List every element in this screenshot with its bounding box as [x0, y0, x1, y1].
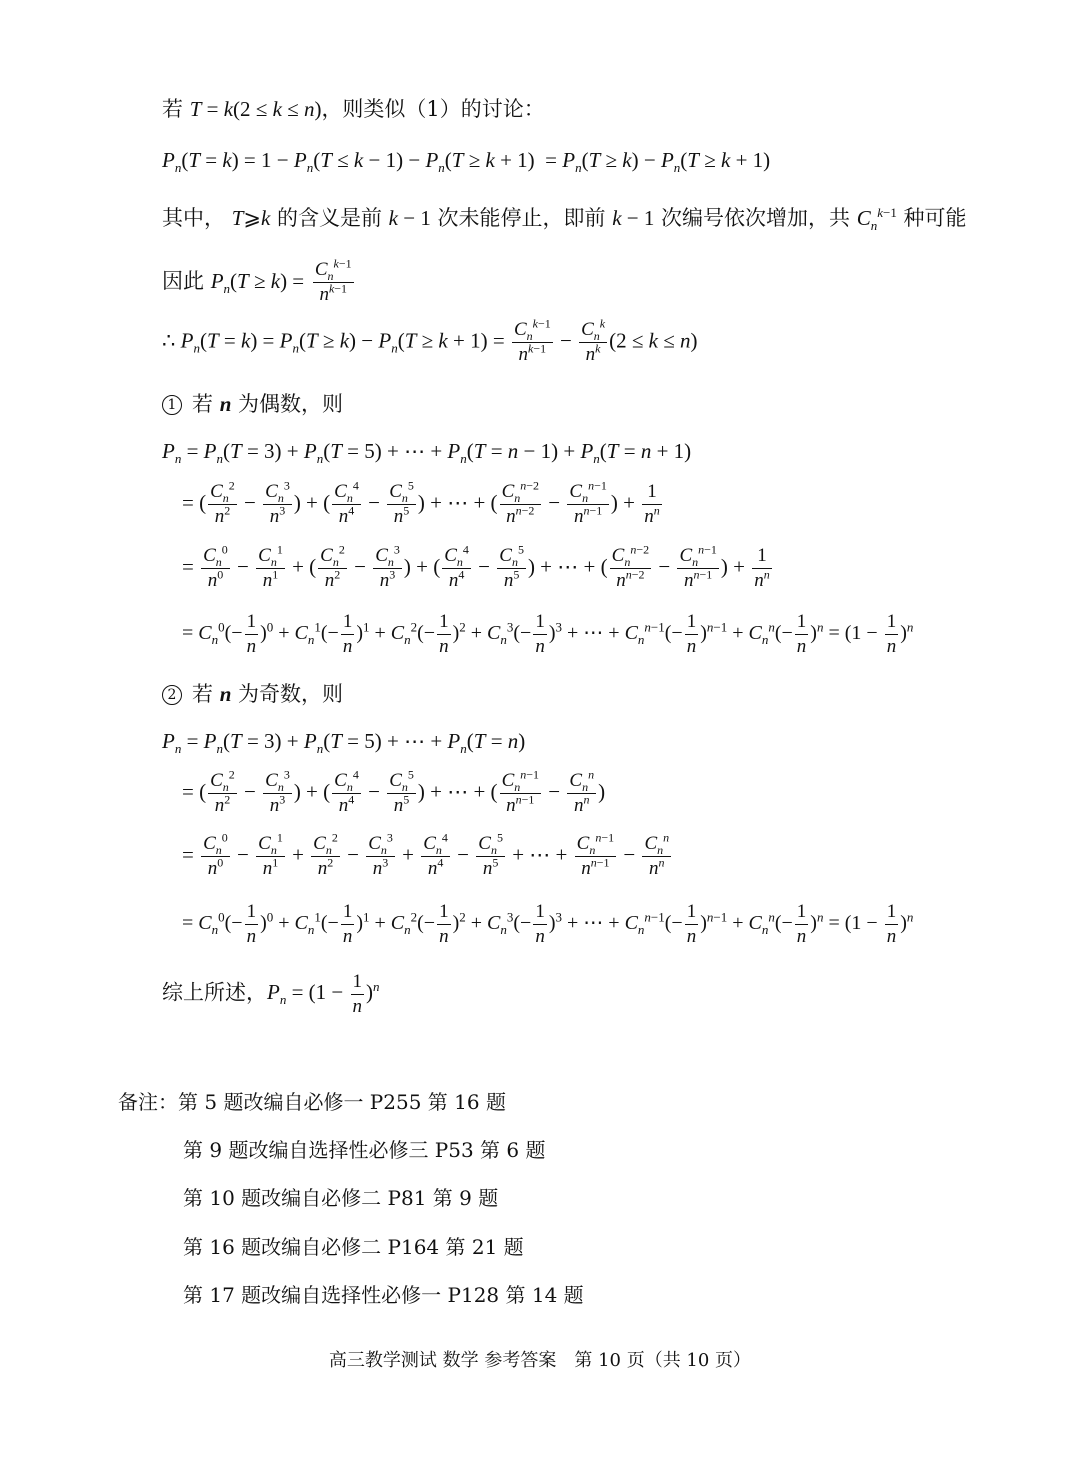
- conclusion-label: 综上所述，: [162, 980, 267, 1005]
- hence-line: 因此 $P_n(T \ge k)$ = $\frac{C_n^{k-1}}{n^{k-1}}$: [162, 256, 352, 305]
- intro-line: 若 T = k(2 ≤ k ≤ n)，则类似（1）的讨论：: [162, 97, 545, 121]
- note-item-1: 第 5 题改编自必修一 P255 第 16 题: [178, 1090, 506, 1114]
- conclusion-line: 综上所述，$P_n = (1$ − $\frac{1}{n}$ )$^n$: [162, 971, 380, 1017]
- note-item-2: 第 9 题改编自选择性必修三 P53 第 6 题: [183, 1138, 546, 1162]
- case1-eq4: = $C_n^0(-$ $\frac{1}{n}$ )$^0 + C_n^1(-$ $\frac{1}{n}$ )$^1 + C_n^2(-$ $\frac{1}{n}$ )$^2 + C_n^3(-$ $\frac{1}{n}$ )$^3$ + ⋯ + $C_n^{n-1}(-$ $\frac{1}{n}$ )$^{n-1} + C_n^n(-$ $\frac{1}{n}$ )$^n$ = (1 − $\frac{1}{n}$ )$^n$: [182, 611, 914, 657]
- case1-header: 1 若 n 为偶数，则: [162, 394, 343, 415]
- therefore-line: ∴ $P_n(T = k) = P_n(T \ge k) - P_n(T \ge k + 1)$ = $\frac{C_n^{k-1}}{n^{k-1}}$ − $\frac{C_n^k}{n^k}$ (2 ≤ k ≤ n): [162, 316, 698, 365]
- meaning-line: 其中， T⩾k 的含义是前 k − 1 次未能停止，即前 k − 1 次编号依次增加，共 $C_n^{k-1}$ 种可能: [162, 205, 967, 234]
- case2-eq1: $P_n = P_n(T = 3) + P_n(T = 5)$ + ⋯ + $P_n(T = n)$: [162, 729, 526, 757]
- case2-header: 2 若 n 为奇数，则: [162, 684, 343, 705]
- notes-label-line: [118, 1086, 506, 1115]
- note-item-4: 第 16 题改编自必修二 P164 第 21 题: [183, 1235, 524, 1259]
- case2-eq4: = $C_n^0(-$ $\frac{1}{n}$ )$^0 + C_n^1(-$ $\frac{1}{n}$ )$^1 + C_n^2(-$ $\frac{1}{n}$ )$^2 + C_n^3(-$ $\frac{1}{n}$ )$^3$ + ⋯ + $C_n^{n-1}(-$ $\frac{1}{n}$ )$^{n-1} + C_n^n(-$ $\frac{1}{n}$ )$^n$ = (1 − $\frac{1}{n}$ )$^n$: [182, 901, 914, 947]
- circled-one: 1: [162, 395, 182, 415]
- note-item-5: 第 17 题改编自选择性必修一 P128 第 14 题: [183, 1283, 584, 1307]
- notes-label: 备注：: [118, 1090, 178, 1114]
- circled-two: 2: [162, 685, 182, 705]
- case2-eq3: = $\frac{C_n^0}{n^0}$ − $\frac{C_n^1}{n^1}$ + $\frac{C_n^2}{n^2}$ − $\frac{C_n^3}{n^3}$ + $\frac{C_n^4}{n^4}$ − $\frac{C_n^5}{n^5}$ + ⋯ + $\frac{C_n^{n-1}}{n^{n-1}}$ − $\frac{C_n^n}{n^n}$: [182, 830, 670, 879]
- case2-eq2: = ( $\frac{C_n^2}{n^2}$ − $\frac{C_n^3}{n^3}$ ) + ( $\frac{C_n^4}{n^4}$ − $\frac{C_n^5}{n^5}$ ) + ⋯ + ( $\frac{C_n^{n-1}}{n^{n-1}}$ − $\frac{C_n^n}{n^n}$ ): [182, 767, 606, 816]
- page-footer: 高三教学测试 数学 参考答案 第 10 页（共 10 页）: [328, 1350, 752, 1371]
- case1-eq3: = $\frac{C_n^0}{n^0}$ − $\frac{C_n^1}{n^1}$ + ( $\frac{C_n^2}{n^2}$ − $\frac{C_n^3}{n^3}$ ) + ( $\frac{C_n^4}{n^4}$ − $\frac{C_n^5}{n^5}$ ) + ⋯ + ( $\frac{C_n^{n-2}}{n^{n-2}}$ − $\frac{C_n^{n-1}}{n^{n-1}}$ ) + $\frac{1}{n^n}$: [182, 542, 770, 591]
- note-item-3: 第 10 题改编自必修二 P81 第 9 题: [183, 1186, 499, 1210]
- case1-eq2: = ( $\frac{C_n^2}{n^2}$ − $\frac{C_n^3}{n^3}$ ) + ( $\frac{C_n^4}{n^4}$ − $\frac{C_n^5}{n^5}$ ) + ⋯ + ( $\frac{C_n^{n-2}}{n^{n-2}}$ − $\frac{C_n^{n-1}}{n^{n-1}}$ ) + $\frac{1}{n^n}$: [182, 478, 660, 527]
- case1-eq1: $P_n = P_n(T = 3) + P_n(T = 5)$ + ⋯ + $P_n(T = n - 1) + P_n(T = n + 1)$: [162, 439, 692, 467]
- equation-pn-k: $P_n(T = k) = 1 - P_n(T \le k - 1) - P_n(T \ge k + 1) = P_n(T \ge k) - P_n(T \ge k + 1)$: [162, 148, 771, 176]
